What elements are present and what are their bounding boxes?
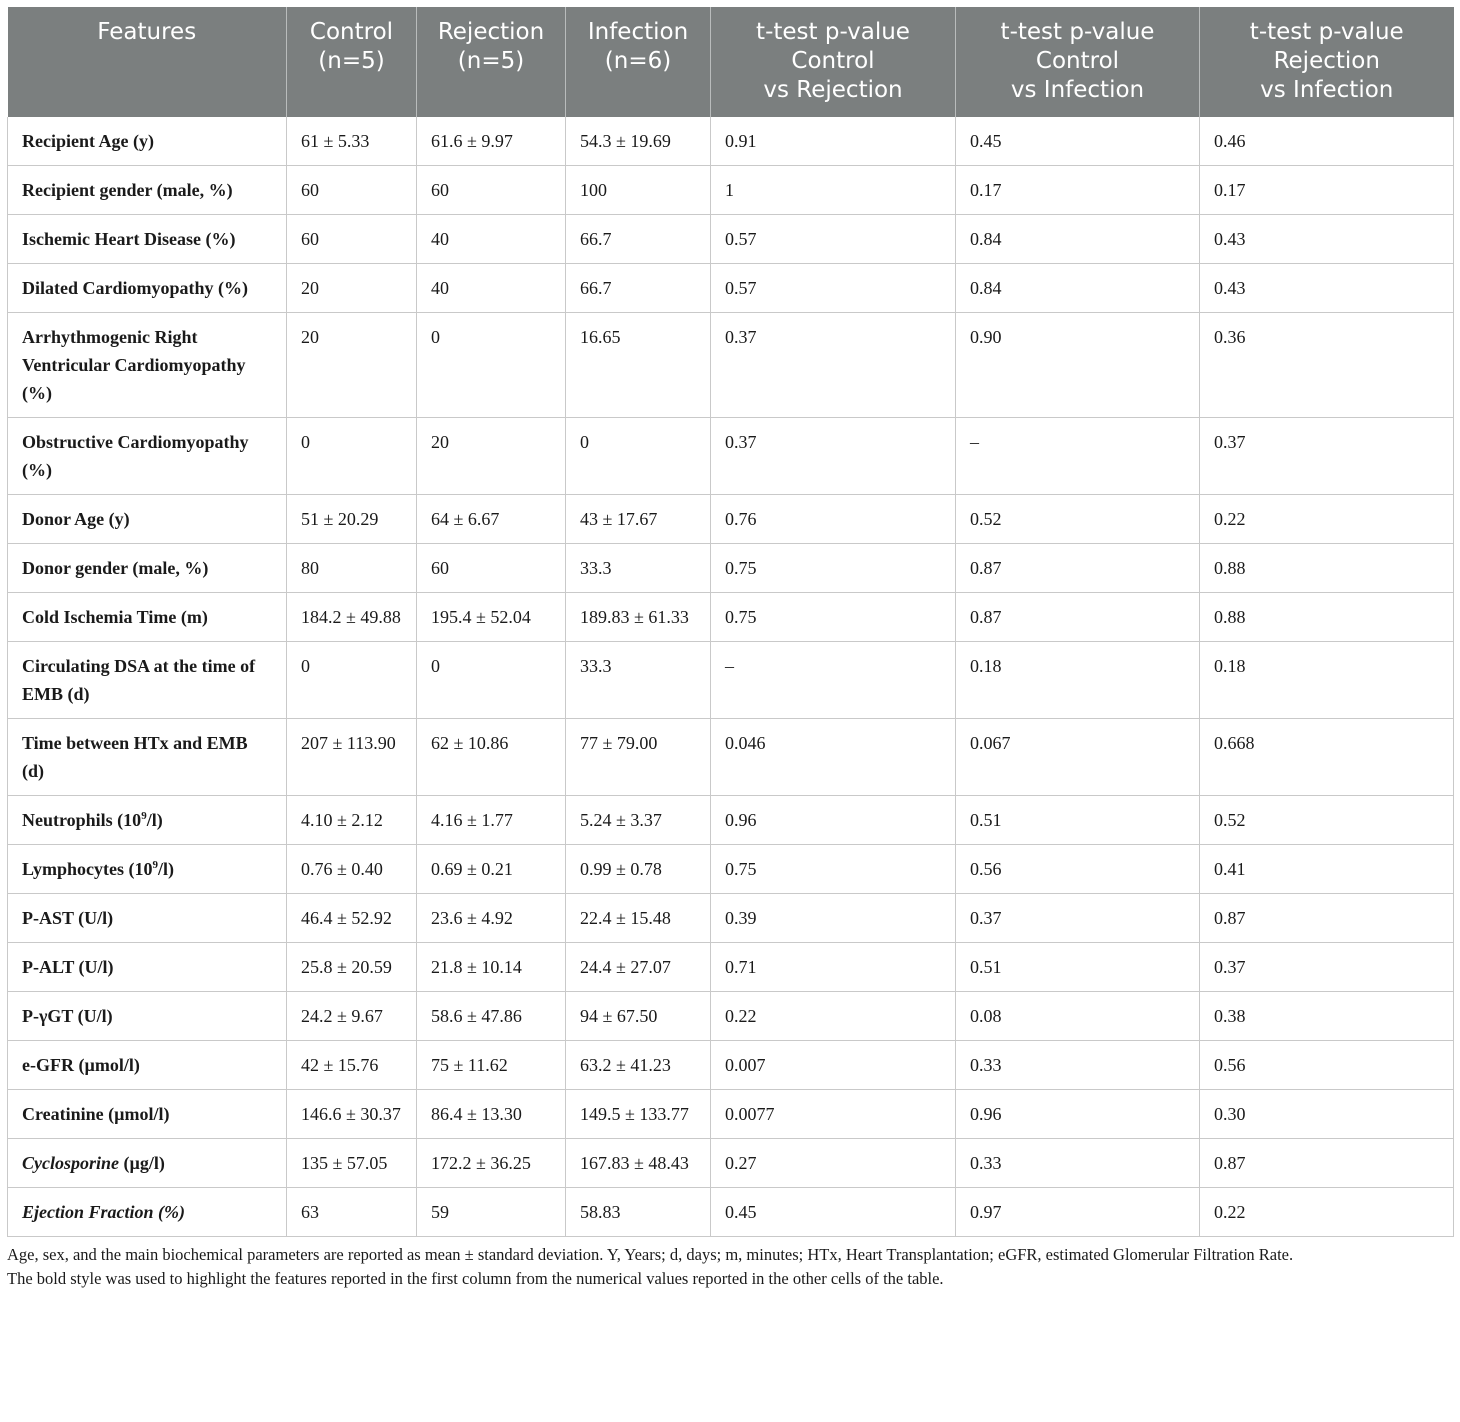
infection-cell: 167.83 ± 48.43 <box>566 1139 711 1188</box>
pvalue-rejection-infection-cell: 0.37 <box>1200 418 1454 495</box>
feature-cell <box>8 1139 287 1188</box>
rejection-cell: 0.69 ± 0.21 <box>417 845 566 894</box>
control-cell: 42 ± 15.76 <box>287 1041 417 1090</box>
feature-cell <box>8 943 287 992</box>
control-cell: 24.2 ± 9.67 <box>287 992 417 1041</box>
feature-label: Neutrophils (10 <box>22 810 142 830</box>
infection-cell: 58.83 <box>566 1188 711 1237</box>
footnote-line: The bold style was used to highlight the features reported in the first column from the numerical values reported in the other cells of the table. <box>7 1269 944 1288</box>
pvalue-control-infection-cell: 0.51 <box>956 943 1200 992</box>
feature-label: Cyclosporine <box>22 1153 119 1173</box>
pvalue-control-rejection-cell: 0.45 <box>711 1188 956 1237</box>
pvalue-control-infection-cell: 0.18 <box>956 642 1200 719</box>
table-row <box>8 894 1454 943</box>
feature-exponent: 9 <box>152 859 158 871</box>
table-row <box>8 719 1454 796</box>
feature-label: Time between HTx and EMB (d) <box>22 733 248 781</box>
pvalue-rejection-infection-cell: 0.18 <box>1200 642 1454 719</box>
table-row <box>8 215 1454 264</box>
rejection-cell: 62 ± 10.86 <box>417 719 566 796</box>
feature-unit: /l) <box>158 859 174 879</box>
pvalue-control-infection-cell: 0.33 <box>956 1139 1200 1188</box>
feature-cell <box>8 1090 287 1139</box>
pvalue-control-rejection-cell: 0.22 <box>711 992 956 1041</box>
rejection-cell: 20 <box>417 418 566 495</box>
feature-label: Creatinine (µmol/l) <box>22 1104 170 1124</box>
pvalue-control-infection-cell: – <box>956 418 1200 495</box>
feature-cell <box>8 719 287 796</box>
table-row <box>8 1139 1454 1188</box>
pvalue-control-rejection-cell: 0.007 <box>711 1041 956 1090</box>
feature-unit: (µg/l) <box>119 1153 165 1173</box>
pvalue-control-rejection-cell: 1 <box>711 166 956 215</box>
pvalue-control-infection-cell: 0.17 <box>956 166 1200 215</box>
feature-cell <box>8 166 287 215</box>
pvalue-control-infection-cell: 0.84 <box>956 215 1200 264</box>
rejection-cell: 40 <box>417 264 566 313</box>
pvalue-control-infection-cell: 0.33 <box>956 1041 1200 1090</box>
header-pvalue-rejection-infection: t-test p-value Rejection vs Infection <box>1200 7 1454 117</box>
table-row <box>8 117 1454 166</box>
feature-cell <box>8 264 287 313</box>
pvalue-rejection-infection-cell: 0.46 <box>1200 117 1454 166</box>
pvalue-control-rejection-cell: 0.37 <box>711 418 956 495</box>
pvalue-rejection-infection-cell: 0.17 <box>1200 166 1454 215</box>
rejection-cell: 61.6 ± 9.97 <box>417 117 566 166</box>
pvalue-control-infection-cell: 0.56 <box>956 845 1200 894</box>
control-cell: 0.76 ± 0.40 <box>287 845 417 894</box>
control-cell: 0 <box>287 418 417 495</box>
pvalue-control-rejection-cell: 0.0077 <box>711 1090 956 1139</box>
rejection-cell: 75 ± 11.62 <box>417 1041 566 1090</box>
pvalue-rejection-infection-cell: 0.87 <box>1200 894 1454 943</box>
rejection-cell: 23.6 ± 4.92 <box>417 894 566 943</box>
pvalue-control-infection-cell: 0.90 <box>956 313 1200 418</box>
table-row <box>8 544 1454 593</box>
table-footnote <box>7 1243 1453 1291</box>
table-row <box>8 418 1454 495</box>
feature-label: Donor gender (male, %) <box>22 558 209 578</box>
control-cell: 184.2 ± 49.88 <box>287 593 417 642</box>
feature-cell <box>8 1041 287 1090</box>
pvalue-control-rejection-cell: 0.57 <box>711 264 956 313</box>
infection-cell: 94 ± 67.50 <box>566 992 711 1041</box>
infection-cell: 22.4 ± 15.48 <box>566 894 711 943</box>
feature-cell <box>8 495 287 544</box>
infection-cell: 0.99 ± 0.78 <box>566 845 711 894</box>
pvalue-rejection-infection-cell: 0.56 <box>1200 1041 1454 1090</box>
pvalue-rejection-infection-cell: 0.22 <box>1200 495 1454 544</box>
feature-label: Recipient Age (y) <box>22 131 154 151</box>
control-cell: 46.4 ± 52.92 <box>287 894 417 943</box>
pvalue-rejection-infection-cell: 0.22 <box>1200 1188 1454 1237</box>
header-pvalue-control-infection: t-test p-value Control vs Infection <box>956 7 1200 117</box>
feature-cell <box>8 992 287 1041</box>
pvalue-control-infection-cell: 0.067 <box>956 719 1200 796</box>
table-row <box>8 495 1454 544</box>
rejection-cell: 21.8 ± 10.14 <box>417 943 566 992</box>
pvalue-rejection-infection-cell: 0.36 <box>1200 313 1454 418</box>
feature-label: Ejection Fraction (%) <box>22 1202 185 1222</box>
rejection-cell: 4.16 ± 1.77 <box>417 796 566 845</box>
feature-cell <box>8 796 287 845</box>
pvalue-rejection-infection-cell: 0.41 <box>1200 845 1454 894</box>
feature-label: e-GFR (µmol/l) <box>22 1055 140 1075</box>
pvalue-control-rejection-cell: 0.27 <box>711 1139 956 1188</box>
feature-label: Circulating DSA at the time of EMB (d) <box>22 656 256 704</box>
feature-cell <box>8 845 287 894</box>
pvalue-rejection-infection-cell: 0.37 <box>1200 943 1454 992</box>
header-infection: Infection (n=6) <box>566 7 711 117</box>
pvalue-rejection-infection-cell: 0.30 <box>1200 1090 1454 1139</box>
feature-cell <box>8 1188 287 1237</box>
pvalue-control-rejection-cell: 0.75 <box>711 845 956 894</box>
features-table <box>7 7 1454 1237</box>
control-cell: 0 <box>287 642 417 719</box>
pvalue-control-infection-cell: 0.37 <box>956 894 1200 943</box>
control-cell: 20 <box>287 313 417 418</box>
control-cell: 60 <box>287 215 417 264</box>
control-cell: 135 ± 57.05 <box>287 1139 417 1188</box>
pvalue-control-infection-cell: 0.84 <box>956 264 1200 313</box>
pvalue-control-rejection-cell: 0.75 <box>711 593 956 642</box>
pvalue-rejection-infection-cell: 0.88 <box>1200 544 1454 593</box>
feature-label: Ischemic Heart Disease (%) <box>22 229 236 249</box>
feature-cell <box>8 418 287 495</box>
rejection-cell: 60 <box>417 544 566 593</box>
rejection-cell: 0 <box>417 313 566 418</box>
feature-cell <box>8 544 287 593</box>
feature-label: Obstructive Cardiomyopathy (%) <box>22 432 249 480</box>
feature-cell <box>8 642 287 719</box>
infection-cell: 0 <box>566 418 711 495</box>
pvalue-control-infection-cell: 0.97 <box>956 1188 1200 1237</box>
table-row <box>8 845 1454 894</box>
control-cell: 4.10 ± 2.12 <box>287 796 417 845</box>
feature-label: Dilated Cardiomyopathy (%) <box>22 278 248 298</box>
infection-cell: 66.7 <box>566 215 711 264</box>
infection-cell: 33.3 <box>566 642 711 719</box>
table-row <box>8 593 1454 642</box>
table-row <box>8 992 1454 1041</box>
table-row <box>8 1188 1454 1237</box>
pvalue-control-infection-cell: 0.52 <box>956 495 1200 544</box>
header-control: Control (n=5) <box>287 7 417 117</box>
rejection-cell: 64 ± 6.67 <box>417 495 566 544</box>
rejection-cell: 86.4 ± 13.30 <box>417 1090 566 1139</box>
table-row <box>8 642 1454 719</box>
feature-label: P-ALT (U/l) <box>22 957 114 977</box>
table-row <box>8 166 1454 215</box>
rejection-cell: 59 <box>417 1188 566 1237</box>
pvalue-rejection-infection-cell: 0.87 <box>1200 1139 1454 1188</box>
pvalue-rejection-infection-cell: 0.38 <box>1200 992 1454 1041</box>
header-row <box>8 7 1454 117</box>
pvalue-control-infection-cell: 0.51 <box>956 796 1200 845</box>
header-rejection: Rejection (n=5) <box>417 7 566 117</box>
control-cell: 80 <box>287 544 417 593</box>
feature-label: Lymphocytes (10 <box>22 859 153 879</box>
control-cell: 63 <box>287 1188 417 1237</box>
pvalue-control-rejection-cell: 0.71 <box>711 943 956 992</box>
table-row <box>8 796 1454 845</box>
feature-label: Cold Ischemia Time (m) <box>22 607 208 627</box>
pvalue-rejection-infection-cell: 0.668 <box>1200 719 1454 796</box>
table-row <box>8 1090 1454 1139</box>
pvalue-control-rejection-cell: 0.76 <box>711 495 956 544</box>
control-cell: 51 ± 20.29 <box>287 495 417 544</box>
infection-cell: 100 <box>566 166 711 215</box>
control-cell: 61 ± 5.33 <box>287 117 417 166</box>
infection-cell: 189.83 ± 61.33 <box>566 593 711 642</box>
footnote-line: Age, sex, and the main biochemical parameters are reported as mean ± standard deviation. Y, Years; d, days; m, minutes; HTx, Heart Transplantation; eGFR, estimated Glomerular Filtration Rate. <box>7 1245 1294 1264</box>
infection-cell: 54.3 ± 19.69 <box>566 117 711 166</box>
feature-label: Donor Age (y) <box>22 509 130 529</box>
infection-cell: 149.5 ± 133.77 <box>566 1090 711 1139</box>
infection-cell: 77 ± 79.00 <box>566 719 711 796</box>
rejection-cell: 0 <box>417 642 566 719</box>
infection-cell: 16.65 <box>566 313 711 418</box>
control-cell: 25.8 ± 20.59 <box>287 943 417 992</box>
feature-label: Arrhythmogenic Right Ventricular Cardiomyopathy (%) <box>22 327 246 403</box>
infection-cell: 63.2 ± 41.23 <box>566 1041 711 1090</box>
feature-cell <box>8 894 287 943</box>
pvalue-control-rejection-cell: 0.96 <box>711 796 956 845</box>
infection-cell: 5.24 ± 3.37 <box>566 796 711 845</box>
control-cell: 20 <box>287 264 417 313</box>
feature-label: P-AST (U/l) <box>22 908 114 928</box>
pvalue-control-rejection-cell: 0.91 <box>711 117 956 166</box>
table-row <box>8 264 1454 313</box>
pvalue-control-rejection-cell: 0.046 <box>711 719 956 796</box>
header-pvalue-control-rejection: t-test p-value Control vs Rejection <box>711 7 956 117</box>
feature-unit: /l) <box>146 810 163 830</box>
table-row <box>8 943 1454 992</box>
pvalue-control-infection-cell: 0.08 <box>956 992 1200 1041</box>
feature-cell <box>8 593 287 642</box>
pvalue-control-rejection-cell: 0.39 <box>711 894 956 943</box>
infection-cell: 33.3 <box>566 544 711 593</box>
feature-cell <box>8 215 287 264</box>
header-features: Features <box>8 7 287 117</box>
pvalue-control-rejection-cell: 0.75 <box>711 544 956 593</box>
table-row <box>8 313 1454 418</box>
pvalue-rejection-infection-cell: 0.52 <box>1200 796 1454 845</box>
table-figure <box>7 7 1453 1291</box>
pvalue-control-infection-cell: 0.87 <box>956 544 1200 593</box>
pvalue-control-infection-cell: 0.96 <box>956 1090 1200 1139</box>
pvalue-rejection-infection-cell: 0.43 <box>1200 215 1454 264</box>
control-cell: 60 <box>287 166 417 215</box>
feature-exponent: 9 <box>141 810 147 822</box>
pvalue-control-rejection-cell: 0.37 <box>711 313 956 418</box>
control-cell: 207 ± 113.90 <box>287 719 417 796</box>
pvalue-rejection-infection-cell: 0.43 <box>1200 264 1454 313</box>
table-body <box>8 117 1454 1237</box>
pvalue-control-rejection-cell: – <box>711 642 956 719</box>
rejection-cell: 60 <box>417 166 566 215</box>
pvalue-control-infection-cell: 0.87 <box>956 593 1200 642</box>
pvalue-control-rejection-cell: 0.57 <box>711 215 956 264</box>
infection-cell: 66.7 <box>566 264 711 313</box>
pvalue-control-infection-cell: 0.45 <box>956 117 1200 166</box>
infection-cell: 24.4 ± 27.07 <box>566 943 711 992</box>
feature-cell <box>8 313 287 418</box>
rejection-cell: 58.6 ± 47.86 <box>417 992 566 1041</box>
rejection-cell: 172.2 ± 36.25 <box>417 1139 566 1188</box>
feature-cell <box>8 117 287 166</box>
table-row <box>8 1041 1454 1090</box>
infection-cell: 43 ± 17.67 <box>566 495 711 544</box>
rejection-cell: 195.4 ± 52.04 <box>417 593 566 642</box>
feature-label: Recipient gender (male, %) <box>22 180 233 200</box>
rejection-cell: 40 <box>417 215 566 264</box>
control-cell: 146.6 ± 30.37 <box>287 1090 417 1139</box>
pvalue-rejection-infection-cell: 0.88 <box>1200 593 1454 642</box>
feature-label: P-γGT (U/l) <box>22 1006 113 1026</box>
